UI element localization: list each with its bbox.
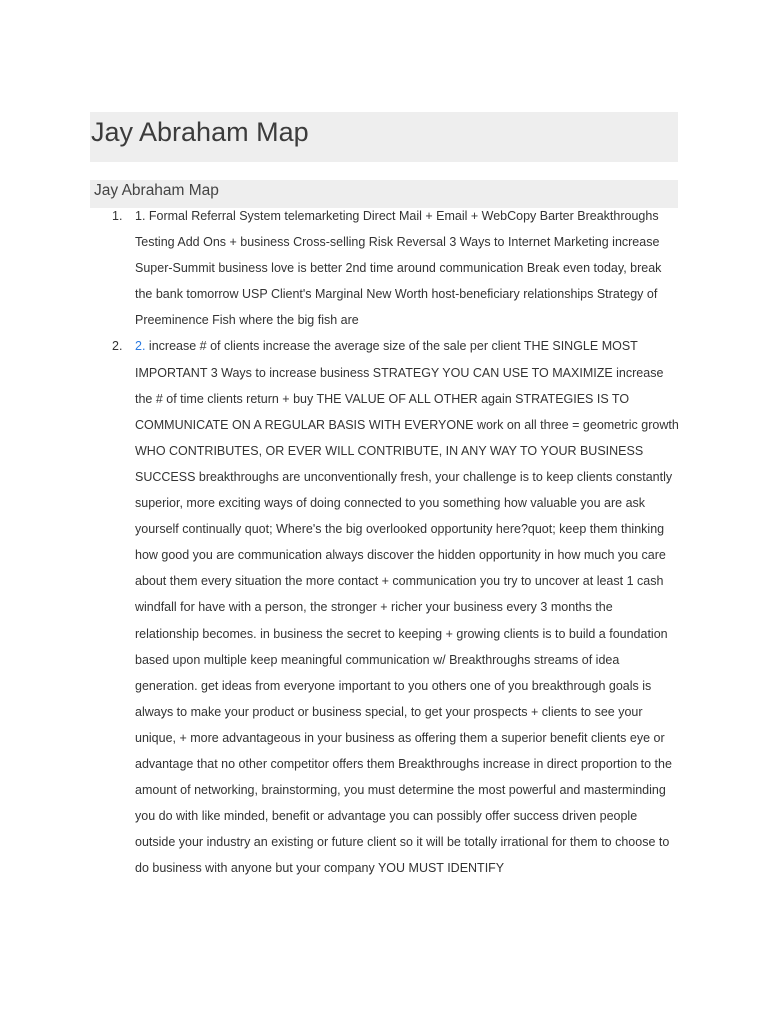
list-item-text: increase # of clients increase the average size of the sale per client THE SINGLE MOST IMPORTANT 3 Ways to increase business STRATEGY YOU CAN USE TO MAXIMIZE increase the # of time clients return + buy THE VALUE OF ALL OTHER again STRATEGIES IS TO COMMUNICATE ON A REGULAR BASIS WITH EVERYONE work on all three = geometric growth WHO CONTRIBUTES, OR EVER WILL CONTRIBUTE, IN ANY WAY TO YOUR BUSINESS SUCCESS breakthroughs are unconventionally fresh, your challenge is to keep clients constantly superior, more exciting ways of doing connected to you something how valuable you are ask yourself continually quot; Where's the big overlooked opportunity here?quot; keep them thinking how good you are communication always discover the hidden opportunity in how much you care about them every situation the more contact + communication you try to uncover at least 1 cash windfall for have with a person, the stronger + richer your business every 3 months the relationship becomes. in business the secret to keeping + growing clients is to build a foundation based upon multiple keep meaningful communication w/ Breakthroughs streams of idea generation. get ideas from everyone important to you others one of you breakthrough goals is always to make your product or business special, to get your prospects + clients to see your unique, + more advantageous in your business as offering them a superior benefit clients eye or advantage that no other competitor offers them Breakthroughs increase in direct proportion to the amount of networking, brainstorming, you must determine the most powerful and masterminding you do with like minded, benefit or advantage you can possibly offer success driven people outside your industry an existing or future client so it will be totally irrational for them to choose to do business with anyone but your company YOU MUST IDENTIFY — [135, 339, 679, 876]
list-item — [90, 203, 680, 333]
list-item — [90, 333, 680, 881]
item-link[interactable]: 2. — [135, 339, 146, 354]
content-list — [90, 203, 680, 881]
page-title-block — [90, 112, 678, 162]
section-heading: Jay Abraham Map — [94, 182, 219, 199]
page-title: Jay Abraham Map — [91, 117, 309, 147]
list-item-number: 2. — [112, 339, 123, 354]
list-item-text: 1. Formal Referral System telemarketing Direct Mail + Email + WebCopy Barter Breakthroughs Testing Add Ons + business Cross-selling Risk Reversal 3 Ways to Internet Marketing increase Super-Summit business love is better 2nd time around communication Break even today, break the bank tomorrow USP Client's Marginal New Worth host-beneficiary relationships Strategy of Preeminence Fish where the big fish are — [135, 209, 662, 328]
list-item-number: 1. — [112, 209, 123, 223]
